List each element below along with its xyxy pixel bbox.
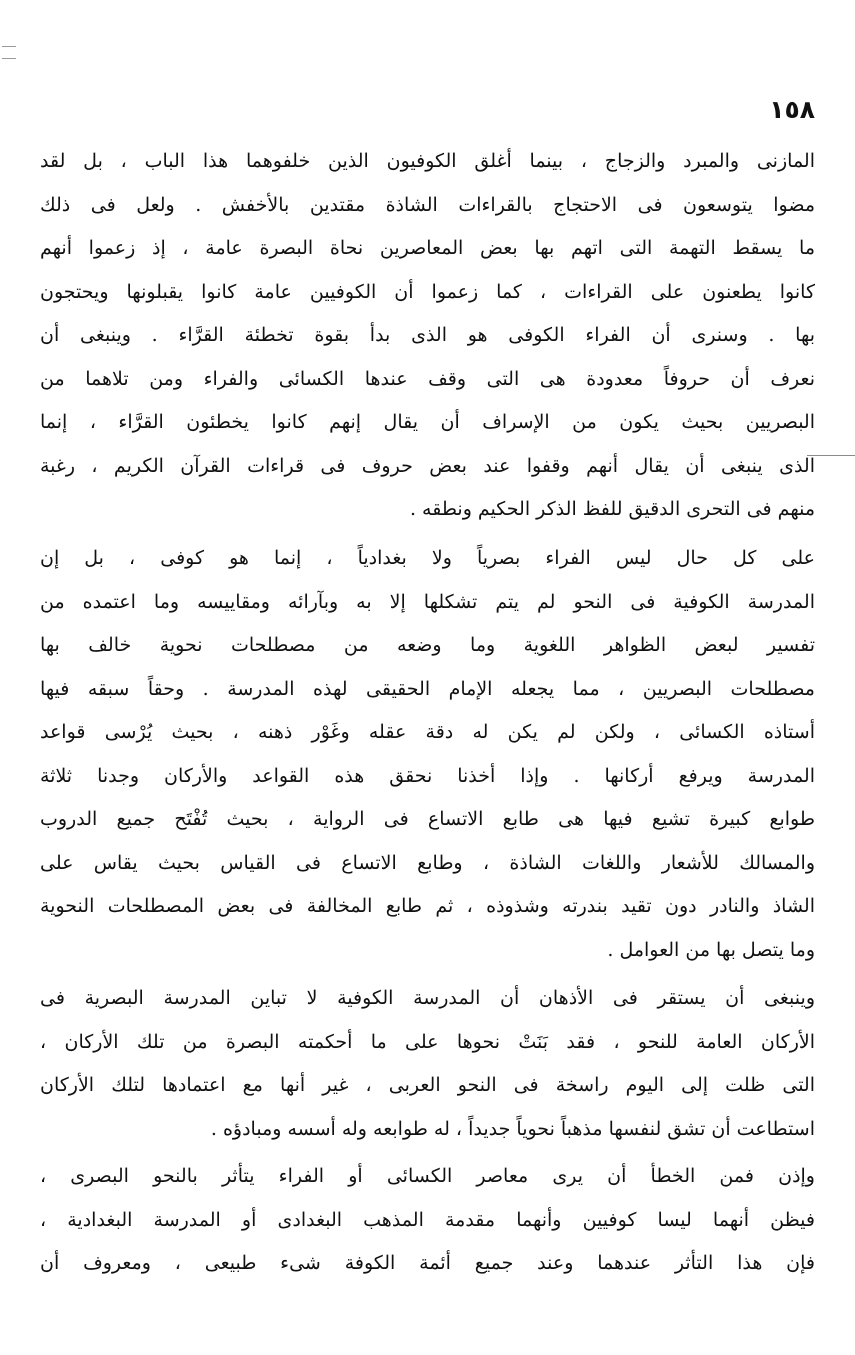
page-number: ١٥٨ [769, 95, 815, 124]
paragraph [40, 537, 815, 972]
text-line: على كل حال ليس الفراء بصرياً ولا بغدادياً ، إنما هو كوفى ، بل إن [40, 547, 815, 569]
text-line: البصريين بحيث يكون من الإسراف أن يقال إنهم كانوا يخطئون القرَّاء ، إنما [40, 411, 815, 433]
paragraph [40, 1155, 815, 1286]
paragraph [40, 140, 815, 532]
paragraph [40, 977, 815, 1151]
text-line: طوابع كبيرة تشيع فيها هى طابع الاتساع فى الرواية ، بحيث تُفْتَح جميع الدروب [40, 808, 815, 830]
text-line: مضوا يتوسعون فى الاحتجاج بالقراءات الشاذة مقتدين بالأخفش . ولعل فى ذلك [40, 193, 815, 216]
text-line: المدرسة الكوفية فى النحو لم يتم تشكلها إلا به وبآرائه ومقاييسه وما اعتمده من [40, 590, 815, 613]
text-line: كانوا يطعنون على القراءات ، كما زعموا أن الكوفيين عامة كانوا يقبلونها ويحتجون [40, 280, 815, 303]
text-line: وإذن فمن الخطأ أن يرى معاصر الكسائى أو الفراء يتأثر بالنحو البصرى ، [40, 1165, 815, 1187]
text-line: الأركان العامة للنحو ، فقد بَنَتْ نحوها على ما أحكمته البصرة من تلك الأركان ، [40, 1030, 815, 1053]
text-line: منهم فى التحرى الدقيق للفظ الذكر الحكيم ونطقه . [409, 498, 815, 520]
margin-scan-mark [2, 46, 16, 47]
text-line: التى ظلت إلى اليوم راسخة فى النحو العربى ، غير أنها مع اعتمادها لتلك الأركان [40, 1074, 815, 1096]
text-line: وينبغى أن يستقر فى الأذهان أن المدرسة الكوفية لا تباين المدرسة البصرية فى [40, 987, 815, 1009]
text-line: فإن هذا التأثر عندهما وعند جميع أئمة الكوفة شىء طبيعى ، ومعروف أن [40, 1252, 815, 1274]
text-line: فيظن أنهما ليسا كوفيين وأنهما مقدمة المذهب البغدادى أو المدرسة البغدادية ، [40, 1208, 815, 1231]
text-line: استطاعت أن تشق لنفسها مذهباً نحوياً جديداً ، له طوابعه وله أسسه ومبادؤه . [210, 1117, 815, 1140]
margin-scan-mark [2, 58, 16, 59]
text-line: وما يتصل بها من العوامل . [607, 938, 815, 961]
text-line: مصطلحات البصريين ، مما يجعله الإمام الحقيقى لهذه المدرسة . وحقاً سبقه فيها [40, 677, 815, 700]
text-line: تفسير لبعض الظواهر اللغوية وما وضعه من مصطلحات نحوية خالف بها [40, 634, 815, 656]
text-line: الشاذ والنادر دون تقيد بندرته وشذوذه ، ثم طابع المخالفة فى بعض المصطلحات النحوية [40, 895, 815, 917]
text-line: والمسالك للأشعار واللغات الشاذة ، وطابع الاتساع فى القياس بحيث يقاس على [40, 851, 815, 874]
text-line: المازنى والمبرد والزجاج ، بينما أغلق الكوفيون الذين خلفوهما هذا الباب ، بل لقد [40, 150, 815, 172]
text-line: أستاذه الكسائى ، ولكن لم يكن له دقة عقله وغَوْر ذهنه ، بحيث يُرْسى قواعد [40, 721, 815, 743]
text-line: نعرف أن حروفاً معدودة هى التى وقف عندها الكسائى والفراء ومن تلاهما من [40, 367, 815, 390]
text-line: ما يسقط التهمة التى اتهم بها بعض المعاصرين نحاة البصرة عامة ، إذ زعموا أنهم [40, 237, 815, 259]
text-line: بها . وسنرى أن الفراء الكوفى هو الذى بدأ بقوة تخطئة القرَّاء . وينبغى أن [40, 324, 815, 346]
text-line: الذى ينبغى أن يقال أنهم وقفوا عند بعض حروف فى قراءات القرآن الكريم ، رغبة [40, 454, 815, 477]
text-line: المدرسة ويرفع أركانها . وإذا أخذنا نحقق هذه القواعد والأركان وجدنا ثلاثة [40, 764, 815, 787]
